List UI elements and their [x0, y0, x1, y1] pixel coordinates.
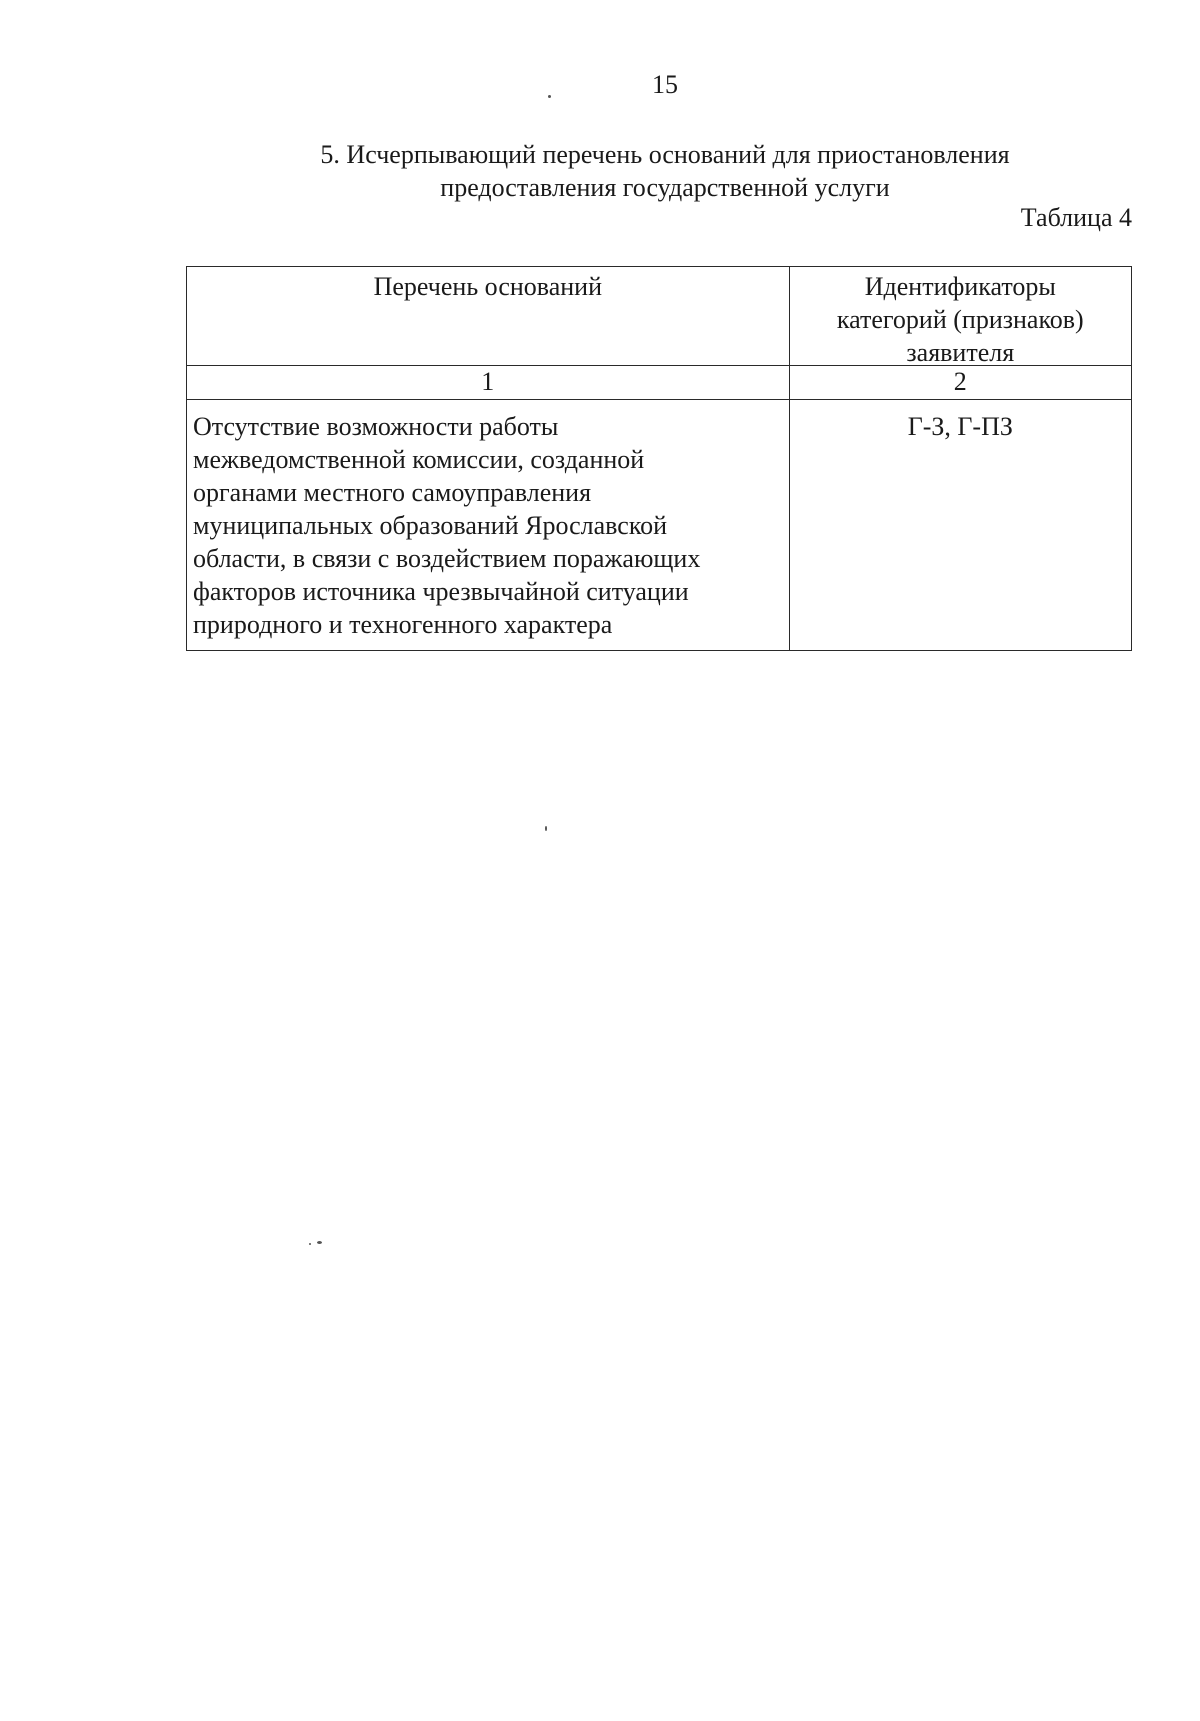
- section-heading: [200, 138, 1130, 204]
- column-number-cell-1: [187, 366, 790, 400]
- section-heading-line-2: предоставления государственной услуги: [440, 173, 890, 202]
- grounds-line: органами местного самоуправления: [193, 478, 592, 507]
- table-row: [187, 400, 1132, 651]
- section-heading-line-1: 5. Исчерпывающий перечень оснований для приостановления: [320, 140, 1010, 169]
- table-header-row: [187, 267, 1132, 366]
- header-identifiers-line-3: заявителя: [906, 338, 1015, 367]
- grounds-text: [187, 400, 789, 650]
- identifiers-text: Г-З, Г-ПЗ: [907, 412, 1013, 441]
- page-number: 15: [652, 70, 678, 99]
- grounds-line: межведомственной комиссии, созданной: [193, 445, 645, 474]
- header-cell-identifiers: [789, 267, 1131, 366]
- grounds-line: природного и техногенного характера: [193, 610, 613, 639]
- grounds-line: муниципальных образований Ярославской: [193, 511, 668, 540]
- scan-speck: [317, 1241, 322, 1244]
- header-grounds-label: Перечень оснований: [373, 272, 602, 301]
- header-identifiers-line-1: Идентификаторы: [864, 272, 1056, 301]
- table-caption: Таблица 4: [1020, 203, 1132, 232]
- grounds-line: области, в связи с воздействием поражающих: [193, 544, 701, 573]
- header-identifiers-label: [790, 267, 1131, 365]
- grounds-cell: [187, 400, 790, 651]
- identifiers-cell: [789, 400, 1131, 651]
- column-number-1: 1: [481, 367, 495, 396]
- column-number-cell-2: [789, 366, 1131, 400]
- grounds-table: [186, 266, 1132, 651]
- grounds-line: факторов источника чрезвычайной ситуации: [193, 577, 689, 606]
- scan-speck: [548, 95, 551, 98]
- column-number-row: [187, 366, 1132, 400]
- scan-speck: [545, 826, 547, 831]
- grounds-line: Отсутствие возможности работы: [193, 412, 559, 441]
- scan-speck: [309, 1243, 311, 1245]
- header-cell-grounds: [187, 267, 790, 366]
- column-number-2: 2: [953, 367, 967, 396]
- header-identifiers-line-2: категорий (признаков): [836, 305, 1084, 334]
